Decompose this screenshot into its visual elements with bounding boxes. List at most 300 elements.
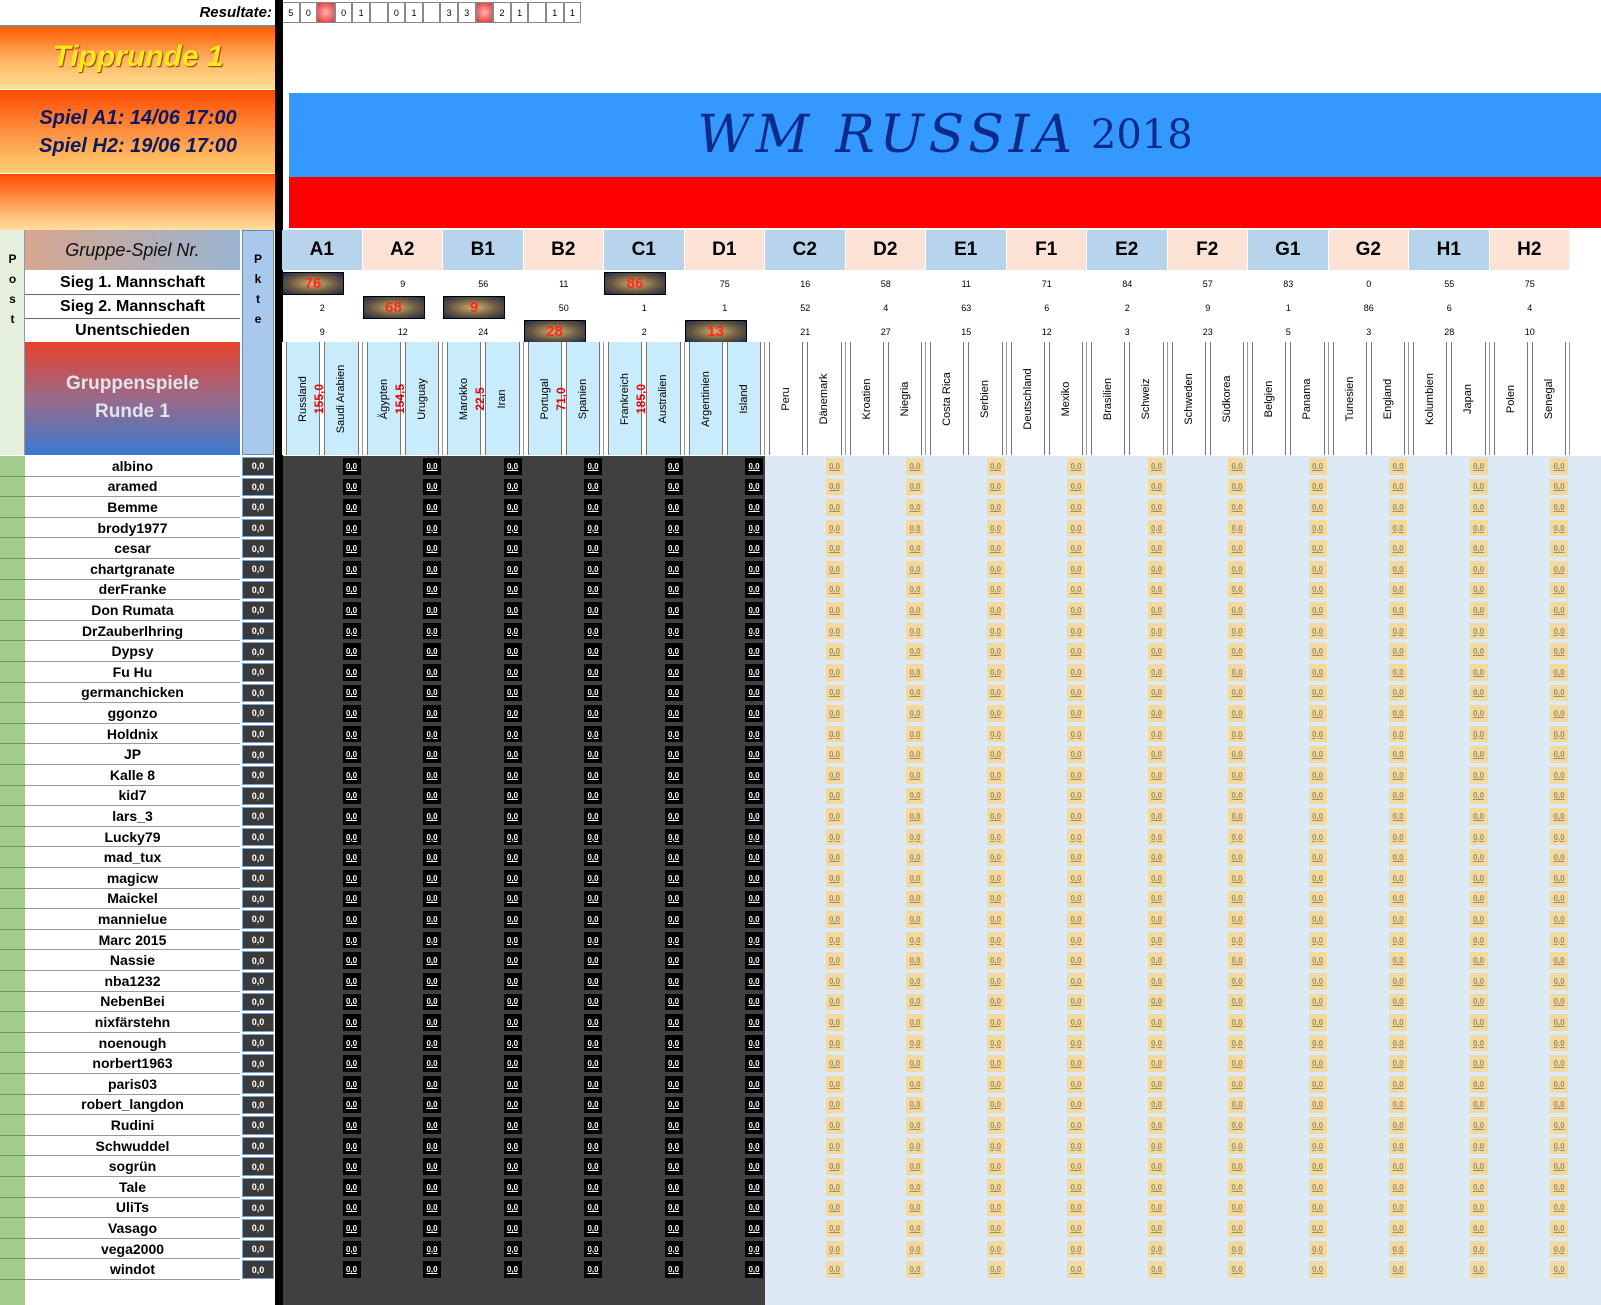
score-cell[interactable]: 0,0 [1550, 767, 1568, 784]
score-cell[interactable]: 0,0 [1550, 705, 1568, 722]
score-cell[interactable]: 0,0 [906, 911, 924, 928]
score-cell[interactable]: 0,0 [423, 1117, 441, 1134]
score-cell[interactable]: 0,0 [423, 870, 441, 887]
score-cell[interactable]: 0,0 [343, 1014, 361, 1031]
player-name[interactable]: chartgranate [25, 559, 240, 580]
score-cell[interactable]: 0,0 [343, 870, 361, 887]
score-cell[interactable]: 0,0 [665, 1179, 683, 1196]
score-cell[interactable]: 0,0 [584, 726, 602, 743]
score-cell[interactable]: 0,0 [826, 726, 844, 743]
score-cell[interactable]: 0,0 [987, 540, 1005, 557]
score-cell[interactable]: 0,0 [1389, 1055, 1407, 1072]
score-cell[interactable]: 0,0 [826, 952, 844, 969]
score-cell[interactable]: 0,0 [1550, 561, 1568, 578]
score-cell[interactable]: 0,0 [906, 520, 924, 537]
player-name[interactable]: paris03 [25, 1074, 240, 1095]
score-cell[interactable]: 0,0 [1389, 561, 1407, 578]
score-cell[interactable]: 0,0 [343, 1200, 361, 1217]
score-cell[interactable]: 0,0 [665, 932, 683, 949]
score-cell[interactable]: 0,0 [665, 623, 683, 640]
score-cell[interactable]: 0,0 [1067, 1117, 1085, 1134]
score-cell[interactable]: 0,0 [1148, 540, 1166, 557]
score-cell[interactable]: 0,0 [1067, 602, 1085, 619]
score-cell[interactable]: 0,0 [504, 1097, 522, 1114]
score-cell[interactable]: 0,0 [745, 499, 763, 516]
score-cell[interactable]: 0,0 [1067, 952, 1085, 969]
player-name[interactable]: Dypsy [25, 641, 240, 662]
score-cell[interactable]: 0,0 [745, 1035, 763, 1052]
player-name[interactable]: germanchicken [25, 683, 240, 704]
score-cell[interactable]: 0,0 [1389, 1138, 1407, 1155]
score-cell[interactable]: 0,0 [1389, 1035, 1407, 1052]
score-cell[interactable]: 0,0 [343, 1138, 361, 1155]
score-cell[interactable]: 0,0 [665, 705, 683, 722]
score-cell[interactable]: 0,0 [906, 499, 924, 516]
score-cell[interactable]: 0,0 [1228, 582, 1246, 599]
score-cell[interactable]: 0,0 [423, 1055, 441, 1072]
score-cell[interactable]: 0,0 [1148, 932, 1166, 949]
score-cell[interactable]: 0,0 [584, 911, 602, 928]
score-cell[interactable]: 0,0 [504, 849, 522, 866]
score-cell[interactable]: 0,0 [1389, 1117, 1407, 1134]
score-cell[interactable]: 0,0 [343, 932, 361, 949]
score-cell[interactable]: 0,0 [343, 685, 361, 702]
score-cell[interactable]: 0,0 [906, 1241, 924, 1258]
score-cell[interactable]: 0,0 [1309, 582, 1327, 599]
score-cell[interactable]: 0,0 [1067, 1055, 1085, 1072]
score-cell[interactable]: 0,0 [584, 1158, 602, 1175]
player-name[interactable]: kid7 [25, 786, 240, 807]
score-cell[interactable]: 0,0 [343, 643, 361, 660]
score-cell[interactable]: 0,0 [584, 582, 602, 599]
score-cell[interactable]: 0,0 [1148, 1055, 1166, 1072]
score-cell[interactable]: 0,0 [504, 932, 522, 949]
score-cell[interactable]: 0,0 [1148, 1220, 1166, 1237]
score-cell[interactable]: 0,0 [987, 499, 1005, 516]
score-cell[interactable]: 0,0 [1389, 952, 1407, 969]
score-cell[interactable]: 0,0 [1389, 520, 1407, 537]
score-cell[interactable]: 0,0 [826, 705, 844, 722]
score-cell[interactable]: 0,0 [987, 1179, 1005, 1196]
score-cell[interactable]: 0,0 [343, 1261, 361, 1278]
score-cell[interactable]: 0,0 [1389, 891, 1407, 908]
score-cell[interactable]: 0,0 [1389, 788, 1407, 805]
score-cell[interactable]: 0,0 [423, 994, 441, 1011]
score-cell[interactable]: 0,0 [1470, 1158, 1488, 1175]
score-cell[interactable]: 0,0 [1470, 891, 1488, 908]
score-cell[interactable]: 0,0 [343, 849, 361, 866]
score-cell[interactable]: 0,0 [745, 808, 763, 825]
score-cell[interactable]: 0,0 [745, 1117, 763, 1134]
score-cell[interactable]: 0,0 [1309, 623, 1327, 640]
score-cell[interactable]: 0,0 [906, 540, 924, 557]
score-cell[interactable]: 0,0 [1309, 891, 1327, 908]
score-cell[interactable]: 0,0 [584, 602, 602, 619]
score-cell[interactable]: 0,0 [1550, 602, 1568, 619]
score-cell[interactable]: 0,0 [1228, 849, 1246, 866]
score-cell[interactable]: 0,0 [987, 1220, 1005, 1237]
score-cell[interactable]: 0,0 [1148, 479, 1166, 496]
score-cell[interactable]: 0,0 [1309, 1241, 1327, 1258]
score-cell[interactable]: 0,0 [1550, 849, 1568, 866]
score-cell[interactable]: 0,0 [343, 623, 361, 640]
score-cell[interactable]: 0,0 [584, 952, 602, 969]
score-cell[interactable]: 0,0 [1550, 643, 1568, 660]
score-cell[interactable]: 0,0 [1067, 911, 1085, 928]
score-cell[interactable]: 0,0 [1148, 1200, 1166, 1217]
score-cell[interactable]: 0,0 [906, 849, 924, 866]
score-cell[interactable]: 0,0 [584, 1220, 602, 1237]
score-cell[interactable]: 0,0 [745, 829, 763, 846]
score-cell[interactable]: 0,0 [1148, 685, 1166, 702]
score-cell[interactable]: 0,0 [745, 664, 763, 681]
player-name[interactable]: cesar [25, 538, 240, 559]
score-cell[interactable]: 0,0 [584, 973, 602, 990]
score-cell[interactable]: 0,0 [1309, 952, 1327, 969]
score-cell[interactable]: 0,0 [584, 1261, 602, 1278]
score-cell[interactable]: 0,0 [1550, 1117, 1568, 1134]
score-cell[interactable]: 0,0 [826, 685, 844, 702]
score-cell[interactable]: 0,0 [1389, 1179, 1407, 1196]
score-cell[interactable]: 0,0 [745, 602, 763, 619]
score-cell[interactable]: 0,0 [1470, 767, 1488, 784]
player-name[interactable]: Lucky79 [25, 827, 240, 848]
score-cell[interactable]: 0,0 [504, 808, 522, 825]
score-cell[interactable]: 0,0 [584, 561, 602, 578]
score-cell[interactable]: 0,0 [987, 1200, 1005, 1217]
score-cell[interactable]: 0,0 [343, 891, 361, 908]
score-cell[interactable]: 0,0 [1470, 643, 1488, 660]
score-cell[interactable]: 0,0 [1550, 1055, 1568, 1072]
score-cell[interactable]: 0,0 [504, 746, 522, 763]
player-name[interactable]: windot [25, 1259, 240, 1280]
score-cell[interactable]: 0,0 [423, 602, 441, 619]
score-cell[interactable]: 0,0 [906, 1158, 924, 1175]
score-cell[interactable]: 0,0 [745, 952, 763, 969]
score-cell[interactable]: 0,0 [1228, 602, 1246, 619]
score-cell[interactable]: 0,0 [343, 788, 361, 805]
score-cell[interactable]: 0,0 [745, 458, 763, 475]
score-cell[interactable]: 0,0 [423, 767, 441, 784]
score-cell[interactable]: 0,0 [584, 849, 602, 866]
player-name[interactable]: Rudini [25, 1115, 240, 1136]
score-cell[interactable]: 0,0 [1309, 1179, 1327, 1196]
score-cell[interactable]: 0,0 [1067, 767, 1085, 784]
score-cell[interactable]: 0,0 [987, 849, 1005, 866]
score-cell[interactable]: 0,0 [1228, 1138, 1246, 1155]
score-cell[interactable]: 0,0 [665, 870, 683, 887]
score-cell[interactable]: 0,0 [1309, 1097, 1327, 1114]
score-cell[interactable]: 0,0 [826, 1220, 844, 1237]
score-cell[interactable]: 0,0 [1228, 643, 1246, 660]
score-cell[interactable]: 0,0 [1550, 829, 1568, 846]
score-cell[interactable]: 0,0 [1309, 829, 1327, 846]
score-cell[interactable]: 0,0 [745, 1158, 763, 1175]
score-cell[interactable]: 0,0 [987, 1158, 1005, 1175]
score-cell[interactable]: 0,0 [584, 1200, 602, 1217]
score-cell[interactable]: 0,0 [504, 1014, 522, 1031]
score-cell[interactable]: 0,0 [987, 458, 1005, 475]
score-cell[interactable]: 0,0 [1067, 1138, 1085, 1155]
score-cell[interactable]: 0,0 [665, 582, 683, 599]
score-cell[interactable]: 0,0 [1309, 499, 1327, 516]
player-name[interactable]: noenough [25, 1033, 240, 1054]
score-cell[interactable]: 0,0 [665, 746, 683, 763]
score-cell[interactable]: 0,0 [987, 685, 1005, 702]
score-cell[interactable]: 0,0 [1389, 540, 1407, 557]
score-cell[interactable]: 0,0 [423, 499, 441, 516]
score-cell[interactable]: 0,0 [987, 746, 1005, 763]
score-cell[interactable]: 0,0 [1067, 973, 1085, 990]
score-cell[interactable]: 0,0 [745, 973, 763, 990]
score-cell[interactable]: 0,0 [1228, 1055, 1246, 1072]
score-cell[interactable]: 0,0 [423, 685, 441, 702]
score-cell[interactable]: 0,0 [1067, 932, 1085, 949]
score-cell[interactable]: 0,0 [906, 994, 924, 1011]
game-A2[interactable]: A2 [363, 230, 444, 270]
score-cell[interactable]: 0,0 [423, 705, 441, 722]
score-cell[interactable]: 0,0 [665, 1014, 683, 1031]
score-cell[interactable]: 0,0 [1309, 1035, 1327, 1052]
score-cell[interactable]: 0,0 [584, 932, 602, 949]
score-cell[interactable]: 0,0 [504, 1220, 522, 1237]
score-cell[interactable]: 0,0 [665, 1076, 683, 1093]
score-cell[interactable]: 0,0 [665, 561, 683, 578]
score-cell[interactable]: 0,0 [343, 1220, 361, 1237]
score-cell[interactable]: 0,0 [1309, 1138, 1327, 1155]
score-cell[interactable]: 0,0 [423, 932, 441, 949]
score-cell[interactable]: 0,0 [423, 849, 441, 866]
score-cell[interactable]: 0,0 [826, 582, 844, 599]
score-cell[interactable]: 0,0 [504, 911, 522, 928]
score-cell[interactable]: 0,0 [1148, 911, 1166, 928]
player-name[interactable]: brody1977 [25, 518, 240, 539]
score-cell[interactable]: 0,0 [1389, 829, 1407, 846]
score-cell[interactable]: 0,0 [745, 1014, 763, 1031]
score-cell[interactable]: 0,0 [826, 1014, 844, 1031]
score-cell[interactable]: 0,0 [1148, 582, 1166, 599]
score-cell[interactable]: 0,0 [987, 973, 1005, 990]
score-cell[interactable]: 0,0 [1550, 1220, 1568, 1237]
score-cell[interactable]: 0,0 [1550, 540, 1568, 557]
score-cell[interactable]: 0,0 [584, 643, 602, 660]
score-cell[interactable]: 0,0 [745, 540, 763, 557]
score-cell[interactable]: 0,0 [504, 520, 522, 537]
score-cell[interactable]: 0,0 [343, 540, 361, 557]
score-cell[interactable]: 0,0 [987, 1014, 1005, 1031]
score-cell[interactable]: 0,0 [1389, 911, 1407, 928]
game-C1[interactable]: C1 [604, 230, 685, 270]
score-cell[interactable]: 0,0 [1550, 952, 1568, 969]
score-cell[interactable]: 0,0 [423, 746, 441, 763]
game-G1[interactable]: G1 [1248, 230, 1329, 270]
score-cell[interactable]: 0,0 [1067, 849, 1085, 866]
score-cell[interactable]: 0,0 [1389, 1097, 1407, 1114]
score-cell[interactable]: 0,0 [826, 540, 844, 557]
score-cell[interactable]: 0,0 [906, 829, 924, 846]
score-cell[interactable]: 0,0 [1470, 911, 1488, 928]
score-cell[interactable]: 0,0 [1067, 1076, 1085, 1093]
score-cell[interactable]: 0,0 [1389, 808, 1407, 825]
score-cell[interactable]: 0,0 [906, 1076, 924, 1093]
score-cell[interactable]: 0,0 [1389, 705, 1407, 722]
score-cell[interactable]: 0,0 [1389, 994, 1407, 1011]
score-cell[interactable]: 0,0 [1389, 1158, 1407, 1175]
score-cell[interactable]: 0,0 [1470, 458, 1488, 475]
score-cell[interactable]: 0,0 [1228, 952, 1246, 969]
score-cell[interactable]: 0,0 [1228, 808, 1246, 825]
score-cell[interactable]: 0,0 [1470, 705, 1488, 722]
score-cell[interactable]: 0,0 [423, 1097, 441, 1114]
score-cell[interactable]: 0,0 [1389, 458, 1407, 475]
score-cell[interactable]: 0,0 [1148, 458, 1166, 475]
score-cell[interactable]: 0,0 [665, 602, 683, 619]
score-cell[interactable]: 0,0 [343, 829, 361, 846]
player-name[interactable]: DrZauberlhring [25, 621, 240, 642]
score-cell[interactable]: 0,0 [1228, 994, 1246, 1011]
score-cell[interactable]: 0,0 [1550, 1200, 1568, 1217]
score-cell[interactable]: 0,0 [584, 994, 602, 1011]
score-cell[interactable]: 0,0 [1228, 891, 1246, 908]
score-cell[interactable]: 0,0 [504, 1035, 522, 1052]
score-cell[interactable]: 0,0 [504, 973, 522, 990]
score-cell[interactable]: 0,0 [1389, 746, 1407, 763]
player-name[interactable]: vega2000 [25, 1239, 240, 1260]
player-name[interactable]: Schwuddel [25, 1136, 240, 1157]
score-cell[interactable]: 0,0 [1550, 1014, 1568, 1031]
score-cell[interactable]: 0,0 [826, 1261, 844, 1278]
score-cell[interactable]: 0,0 [906, 685, 924, 702]
score-cell[interactable]: 0,0 [423, 829, 441, 846]
score-cell[interactable]: 0,0 [1470, 1055, 1488, 1072]
score-cell[interactable]: 0,0 [1389, 1241, 1407, 1258]
score-cell[interactable]: 0,0 [906, 932, 924, 949]
score-cell[interactable]: 0,0 [1550, 499, 1568, 516]
score-cell[interactable]: 0,0 [906, 1179, 924, 1196]
score-cell[interactable]: 0,0 [906, 1055, 924, 1072]
score-cell[interactable]: 0,0 [1389, 1014, 1407, 1031]
score-cell[interactable]: 0,0 [343, 1179, 361, 1196]
score-cell[interactable]: 0,0 [1228, 726, 1246, 743]
game-G2[interactable]: G2 [1329, 230, 1410, 270]
score-cell[interactable]: 0,0 [1550, 726, 1568, 743]
game-D2[interactable]: D2 [846, 230, 927, 270]
score-cell[interactable]: 0,0 [1148, 870, 1166, 887]
score-cell[interactable]: 0,0 [1550, 685, 1568, 702]
score-cell[interactable]: 0,0 [1148, 664, 1166, 681]
score-cell[interactable]: 0,0 [1067, 479, 1085, 496]
score-cell[interactable]: 0,0 [826, 664, 844, 681]
score-cell[interactable]: 0,0 [1470, 952, 1488, 969]
score-cell[interactable]: 0,0 [1550, 623, 1568, 640]
score-cell[interactable]: 0,0 [745, 849, 763, 866]
score-cell[interactable]: 0,0 [504, 582, 522, 599]
score-cell[interactable]: 0,0 [1309, 664, 1327, 681]
score-cell[interactable]: 0,0 [1148, 561, 1166, 578]
score-cell[interactable]: 0,0 [1148, 602, 1166, 619]
score-cell[interactable]: 0,0 [1550, 458, 1568, 475]
score-cell[interactable]: 0,0 [1470, 561, 1488, 578]
score-cell[interactable]: 0,0 [423, 582, 441, 599]
score-cell[interactable]: 0,0 [343, 458, 361, 475]
score-cell[interactable]: 0,0 [665, 767, 683, 784]
score-cell[interactable]: 0,0 [826, 643, 844, 660]
score-cell[interactable]: 0,0 [1228, 499, 1246, 516]
score-cell[interactable]: 0,0 [343, 1241, 361, 1258]
score-cell[interactable]: 0,0 [504, 726, 522, 743]
score-cell[interactable]: 0,0 [826, 602, 844, 619]
score-cell[interactable]: 0,0 [1550, 479, 1568, 496]
score-cell[interactable]: 0,0 [1550, 994, 1568, 1011]
score-cell[interactable]: 0,0 [665, 994, 683, 1011]
score-cell[interactable]: 0,0 [1470, 726, 1488, 743]
score-cell[interactable]: 0,0 [423, 1014, 441, 1031]
score-cell[interactable]: 0,0 [423, 726, 441, 743]
score-cell[interactable]: 0,0 [1067, 829, 1085, 846]
score-cell[interactable]: 0,0 [584, 1035, 602, 1052]
score-cell[interactable]: 0,0 [504, 1138, 522, 1155]
score-cell[interactable]: 0,0 [826, 932, 844, 949]
score-cell[interactable]: 0,0 [1228, 705, 1246, 722]
score-cell[interactable]: 0,0 [1148, 891, 1166, 908]
score-cell[interactable]: 0,0 [745, 479, 763, 496]
score-cell[interactable]: 0,0 [343, 1158, 361, 1175]
score-cell[interactable]: 0,0 [504, 1179, 522, 1196]
score-cell[interactable]: 0,0 [1148, 1035, 1166, 1052]
score-cell[interactable]: 0,0 [1067, 788, 1085, 805]
score-cell[interactable]: 0,0 [1470, 1241, 1488, 1258]
game-E2[interactable]: E2 [1087, 230, 1168, 270]
score-cell[interactable]: 0,0 [1389, 767, 1407, 784]
score-cell[interactable]: 0,0 [343, 746, 361, 763]
score-cell[interactable]: 0,0 [1148, 1138, 1166, 1155]
score-cell[interactable]: 0,0 [1389, 643, 1407, 660]
score-cell[interactable]: 0,0 [1067, 499, 1085, 516]
score-cell[interactable]: 0,0 [1389, 932, 1407, 949]
score-cell[interactable]: 0,0 [1067, 623, 1085, 640]
score-cell[interactable]: 0,0 [504, 499, 522, 516]
score-cell[interactable]: 0,0 [665, 952, 683, 969]
score-cell[interactable]: 0,0 [987, 479, 1005, 496]
score-cell[interactable]: 0,0 [343, 726, 361, 743]
score-cell[interactable]: 0,0 [1470, 1076, 1488, 1093]
score-cell[interactable]: 0,0 [584, 1055, 602, 1072]
score-cell[interactable]: 0,0 [1389, 582, 1407, 599]
score-cell[interactable]: 0,0 [1067, 1035, 1085, 1052]
score-cell[interactable]: 0,0 [1228, 1035, 1246, 1052]
score-cell[interactable]: 0,0 [1309, 685, 1327, 702]
score-cell[interactable]: 0,0 [1228, 540, 1246, 557]
score-cell[interactable]: 0,0 [987, 726, 1005, 743]
score-cell[interactable]: 0,0 [423, 1200, 441, 1217]
score-cell[interactable]: 0,0 [987, 1138, 1005, 1155]
score-cell[interactable]: 0,0 [423, 1261, 441, 1278]
score-cell[interactable]: 0,0 [1309, 1117, 1327, 1134]
score-cell[interactable]: 0,0 [826, 623, 844, 640]
score-cell[interactable]: 0,0 [1389, 479, 1407, 496]
score-cell[interactable]: 0,0 [343, 1076, 361, 1093]
player-name[interactable]: Don Rumata [25, 600, 240, 621]
score-cell[interactable]: 0,0 [665, 499, 683, 516]
score-cell[interactable]: 0,0 [423, 808, 441, 825]
score-cell[interactable]: 0,0 [1550, 1158, 1568, 1175]
score-cell[interactable]: 0,0 [343, 499, 361, 516]
score-cell[interactable]: 0,0 [906, 479, 924, 496]
score-cell[interactable]: 0,0 [1309, 479, 1327, 496]
score-cell[interactable]: 0,0 [343, 479, 361, 496]
score-cell[interactable]: 0,0 [1550, 1035, 1568, 1052]
score-cell[interactable]: 0,0 [1067, 808, 1085, 825]
